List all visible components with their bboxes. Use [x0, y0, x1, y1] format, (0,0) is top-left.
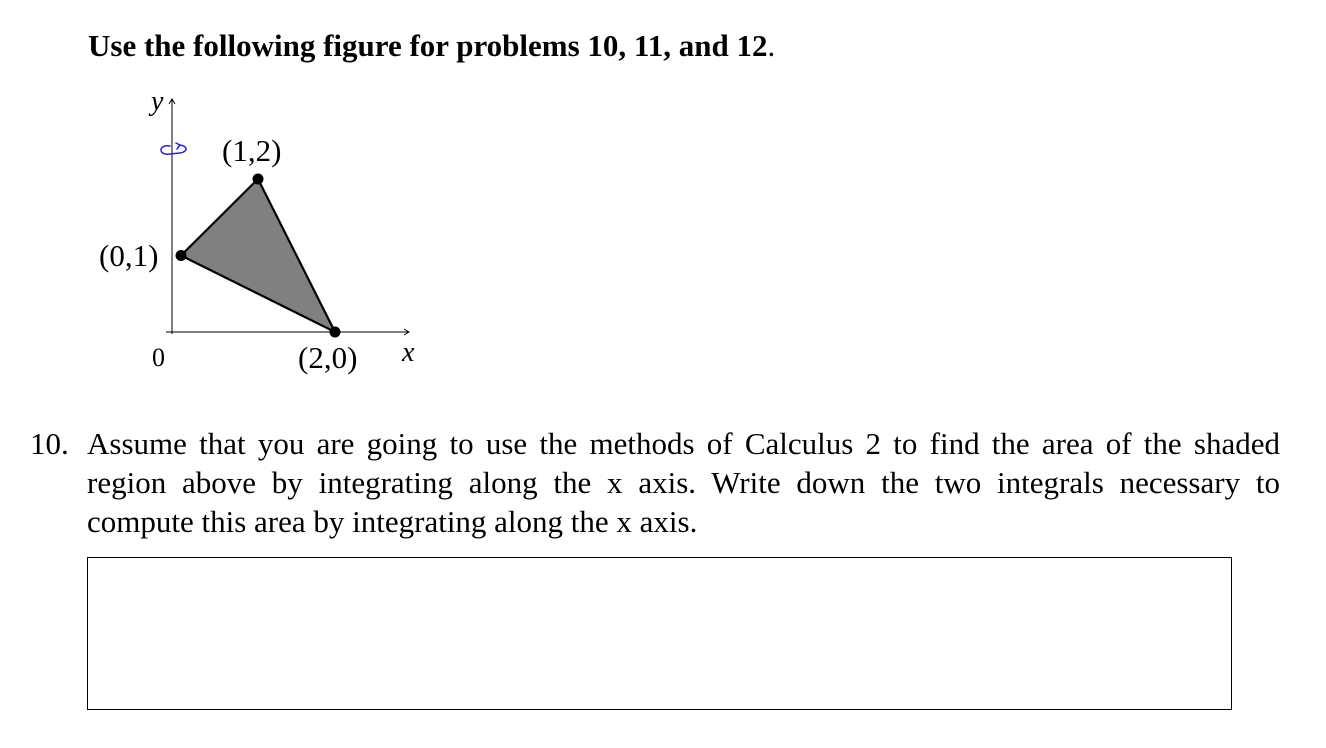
vertex-label-2-0: (2,0)	[298, 340, 358, 375]
problem-number: 10.	[30, 426, 69, 461]
triangle-figure	[0, 0, 460, 400]
vertex-label-1-2: (1,2)	[222, 133, 282, 168]
vertex-label-0-1: (0,1)	[99, 238, 159, 273]
heading-period: .	[767, 28, 776, 63]
y-axis-label: y	[151, 86, 164, 117]
origin-label: 0	[152, 343, 165, 372]
problem-10	[30, 424, 1280, 541]
vertex-point-0-1	[176, 250, 187, 261]
vertex-point-1-2	[253, 174, 264, 185]
shaded-triangle	[181, 179, 335, 332]
heading-text: Use the following figure for problems 10, 11, and 12	[88, 28, 768, 63]
answer-box[interactable]	[87, 557, 1232, 710]
problem-text: Assume that you are going to use the methods of Calculus 2 to find the area of the shaded region above by integrating along the x axis. Write down the two integrals necessary to compute this area by integrating along the x axis.	[87, 426, 1280, 539]
vertex-point-2-0	[330, 327, 341, 338]
x-axis-label: x	[402, 337, 415, 368]
rotation-arrow-icon	[161, 143, 186, 154]
